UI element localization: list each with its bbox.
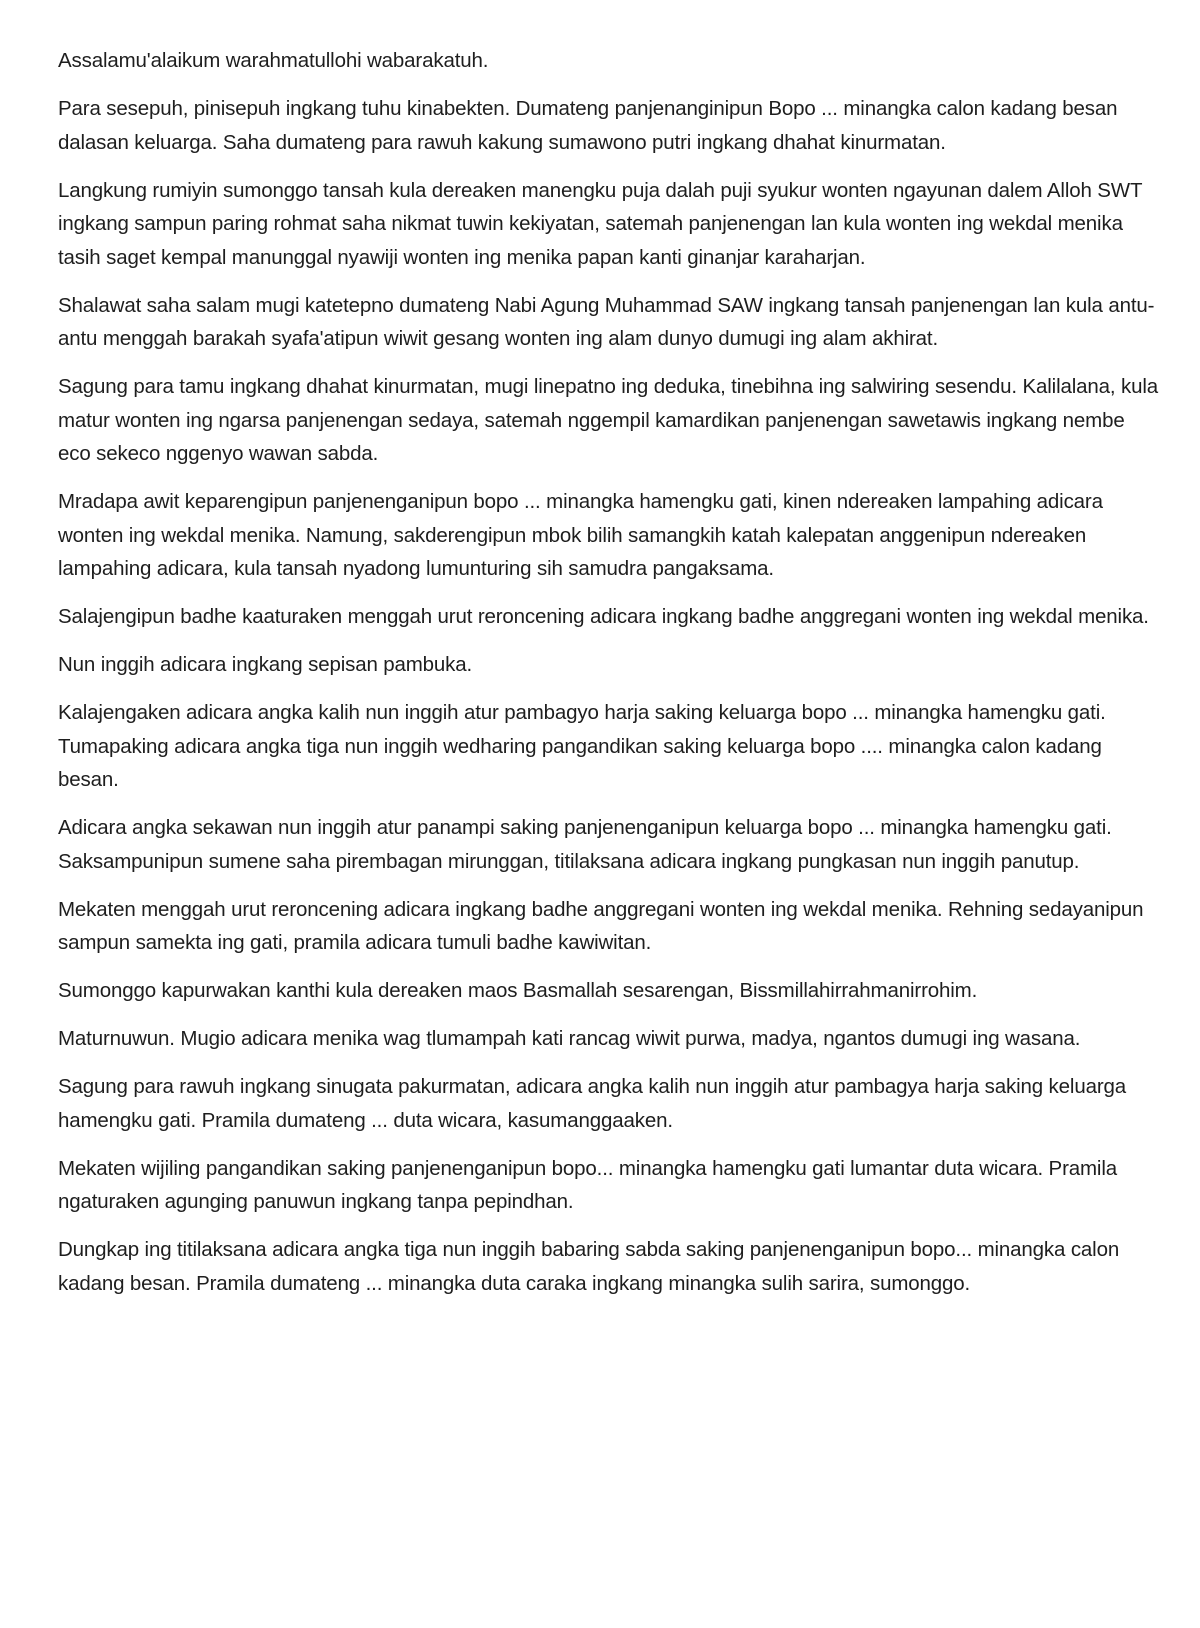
paragraph-guests: Sagung para tamu ingkang dhahat kinurmatan, mugi linepatno ing deduka, tinebihna ing salwiring sesendu. Kalilalana, kula matur wonten ing ngarsa panjenengan sedaya, satemah nggempil kamardikan panjenengan sawetawis ingkang nembe eco sekeco nggenyo wawan sabda. [58,375,1159,465]
paragraph-agenda-intro: Salajengipun badhe kaaturaken menggah urut reroncening adicara ingkang badhe anggregani wonten ing wekdal menika. [58,605,1149,628]
paragraph-address: Para sesepuh, pinisepuh ingkang tuhu kinabekten. Dumateng panjenanginipun Bopo ... minangka calon kadang besan dalasan keluarga. Saha dumateng para rawuh kakung sumawono putri ingkang dhahat kinurmatan. [58,97,1118,154]
paragraph-greeting: Assalamu'alaikum warahmatullohi wabarakatuh. [58,49,489,72]
paragraph-agenda-1: Nun inggih adicara ingkang sepisan pambuka. [58,653,473,676]
paragraph-agenda-2-3: Kalajengaken adicara angka kalih nun inggih atur pambagyo harja saking keluarga bopo ... minangka hamengku gati. Tumapaking adicara angka tiga nun inggih wedharing pangandikan saking keluarga bopo .... minangka calon kadang besan. [58,701,1106,791]
paragraph-thanks: Maturnuwun. Mugio adicara menika wag tlumampah kati rancag wiwit purwa, madya, ngantos dumugi ing wasana. [58,1027,1081,1050]
paragraph-mandate: Mradapa awit keparengipun panjenenganipun bopo ... minangka hamengku gati, kinen ndereaken lampahing adicara wonten ing wekdal menika. Namung, sakderengipun mbok bilih samangkih katah kalepatan anggenipun ndereaken lampahing adicara, kula tansah nyadong lumunturing sih samudra pangaksama. [58,490,1103,580]
paragraph-basmallah: Sumonggo kapurwakan kanthi kula dereaken maos Basmallah sesarengan, Bissmillahirrahmanirrohim. [58,979,978,1002]
paragraph-welcome-speech: Sagung para rawuh ingkang sinugata pakurmatan, adicara angka kalih nun inggih atur pambagya harja saking keluarga hamengku gati. Pramila dumateng ... duta wicara, kasumanggaaken. [58,1075,1126,1132]
paragraph-shalawat: Shalawat saha salam mugi katetepno dumateng Nabi Agung Muhammad SAW ingkang tansah panjenengan lan kula antu-antu menggah barakah syafa'atipun wiwit gesang wonten ing alam dunyo dumugi ing alam akhirat. [58,293,1155,350]
document-body [58,44,1158,1315]
paragraph-agenda-4-5: Adicara angka sekawan nun inggih atur panampi saking panjenenganipun keluarga bopo ... minangka hamengku gati. Saksampunipun sumene saha pirembagan mirunggan, titilaksana adicara ingkang pungkasan nun inggih panutup. [58,816,1112,873]
paragraph-reply-speech: Dungkap ing titilaksana adicara angka tiga nun inggih babaring sabda saking panjenenganipun bopo... minangka calon kadang besan. Pramila dumateng ... minangka duta caraka ingkang minangka sulih sarira, sumonggo. [58,1238,1120,1295]
paragraph-welcome-closing: Mekaten wijiling pangandikan saking panjenenganipun bopo... minangka hamengku gati lumantar duta wicara. Pramila ngaturaken agunging panuwun ingkang tanpa pepindhan. [58,1156,1117,1213]
paragraph-gratitude: Langkung rumiyin sumonggo tansah kula dereaken manengku puja dalah puji syukur wonten ngayunan dalem Alloh SWT ingkang sampun paring rohmat saha nikmat tuwin kekiyatan, satemah panjenengan lan kula wonten ing wekdal menika tasih saget kempal manunggal nyawiji wonten ing menika papan kanti ginanjar karaharjan. [58,178,1142,269]
paragraph-agenda-summary: Mekaten menggah urut reroncening adicara ingkang badhe anggregani wonten ing wekdal menika. Rehning sedayanipun sampun samekta ing gati, pramila adicara tumuli badhe kawiwitan. [58,897,1144,954]
